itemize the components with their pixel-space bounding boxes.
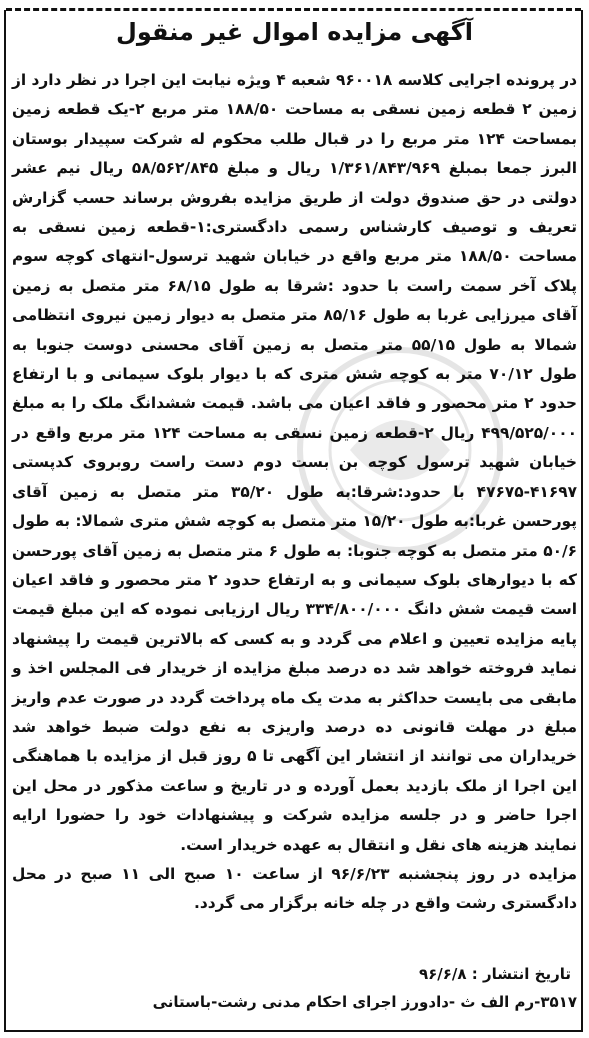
auction-time-paragraph: مزایده در روز پنجشنبه ۹۶/۶/۲۳ از ساعت ۱۰ صبح الی ۱۱ صبح در محل دادگستری رشت واقع در چله خانه برگزار می گردد. — [12, 864, 577, 913]
notice-body-paragraph: در پرونده اجرایی کلاسه ۹۶۰۰۱۸ شعبه ۴ ویژه نیابت این اجرا در نظر دارد از زمین ۲ قطعه زمین نسقی به مساحت ۱۸۸/۵۰ متر مربع ۲-یک قطعه زمین بمساحت ۱۲۴ متر مربع را در قبال طلب محکوم له شرکت سپیدار بوستان البرز جمعا بمبلغ ۱/۳۶۱/۸۴۳/۹۶۹ ریال و مبلغ ۵۸/۵۶۲/۸۴۵ ریال نیم عشر دولتی در حق صندوق دولت از طریق مزایده بفروش برساند حسب گزارش تعریف و توصیف کارشناس رسمی دادگستری:۱-قطعه زمین نسقی به مساحت ۱۸۸/۵۰ متر مربع واقع در خیابان شهید ترسول-انتهای کوچه سوم پلاک آخر سمت راست با حدود :شرقا به طول ۶۸/۱۵ متر متصل به زمین آقای میرزایی غربا به طول ۸۵/۱۶ متر متصل به دیوار زمین نیروی انتظامی شمالا به طول ۵۵/۱۵ متر متصل به زمین آقای محسنی دوست جنوبا به طول ۷۰/۱۲ متر به کوچه شش متری که با دیوار بلوک سیمانی و با ارتفاع حدود ۲ متر محصور و فاقد اعیان می باشد. قیمت ششدانگ ملک را به مبلغ ۴۹۹/۵۲۵/۰۰۰ ریال ۲-قطعه زمین نسقی به مساحت ۱۲۴ متر مربع واقع در خیابان شهید ترسول کوچه بن بست دوم دست راست روبروی کدپستی ۴۱۶۹۷-۴۷۶۷۵ با حدود:شرقا:به طول ۳۵/۲۰ متر متصل به زمین آقای پورحسن غربا:به طول ۱۵/۲۰ متر متصل به کوچه شش متری شمالا: به طول ۵۰/۶ متر متصل به کوچه جنوبا: به طول ۶ متر متصل به زمین آقای پورحسن که با دیوارهای بلوک سیمانی و به ارتفاع حدود ۲ متر محصور و فاقد اعیان است قیمت شش دانگ ۳۳۴/۸۰۰/۰۰۰ ریال ارزیابی نموده که این مبلغ قیمت پایه مزایده تعیین و اعلام می گردد و به کسی که بالاترین قیمت را پیشنهاد نماید فروخته خواهد شد ده درصد مبلغ مزایده از خریدار فی المجلس اخذ و مابقی می بایست حداکثر به مدت یک ماه پرداخت گردد در صورت عدم واریز مبلغ در مهلت قانونی ده درصد واریزی به نفع دولت ضبط خواهد شد خریداران می توانند از انتشار این آگهی تا ۵ روز قبل از مزایده با هماهنگی این اجرا از ملک بازدید بعمل آورده و در تاریخ و ساعت مذکور در محل این اجرا حاضر و در جلسه مزایده شرکت و پیشنهادات خود را حضورا ارایه نمایند هزینه های نقل و انتقال به عهده خریدار است. — [12, 71, 578, 854]
notice-footer — [152, 960, 577, 1016]
publish-date: تاریخ انتشار : ۹۶/۶/۸ — [418, 965, 571, 983]
reference-line: ۳۵۱۷-رم الف ث -دادورز اجرای احکام مدنی رشت-باستانی — [152, 993, 577, 1011]
top-dashed-border — [6, 8, 581, 11]
notice-title: آگهی مزایده اموال غیر منقول — [116, 18, 473, 46]
notice-body — [12, 66, 577, 919]
